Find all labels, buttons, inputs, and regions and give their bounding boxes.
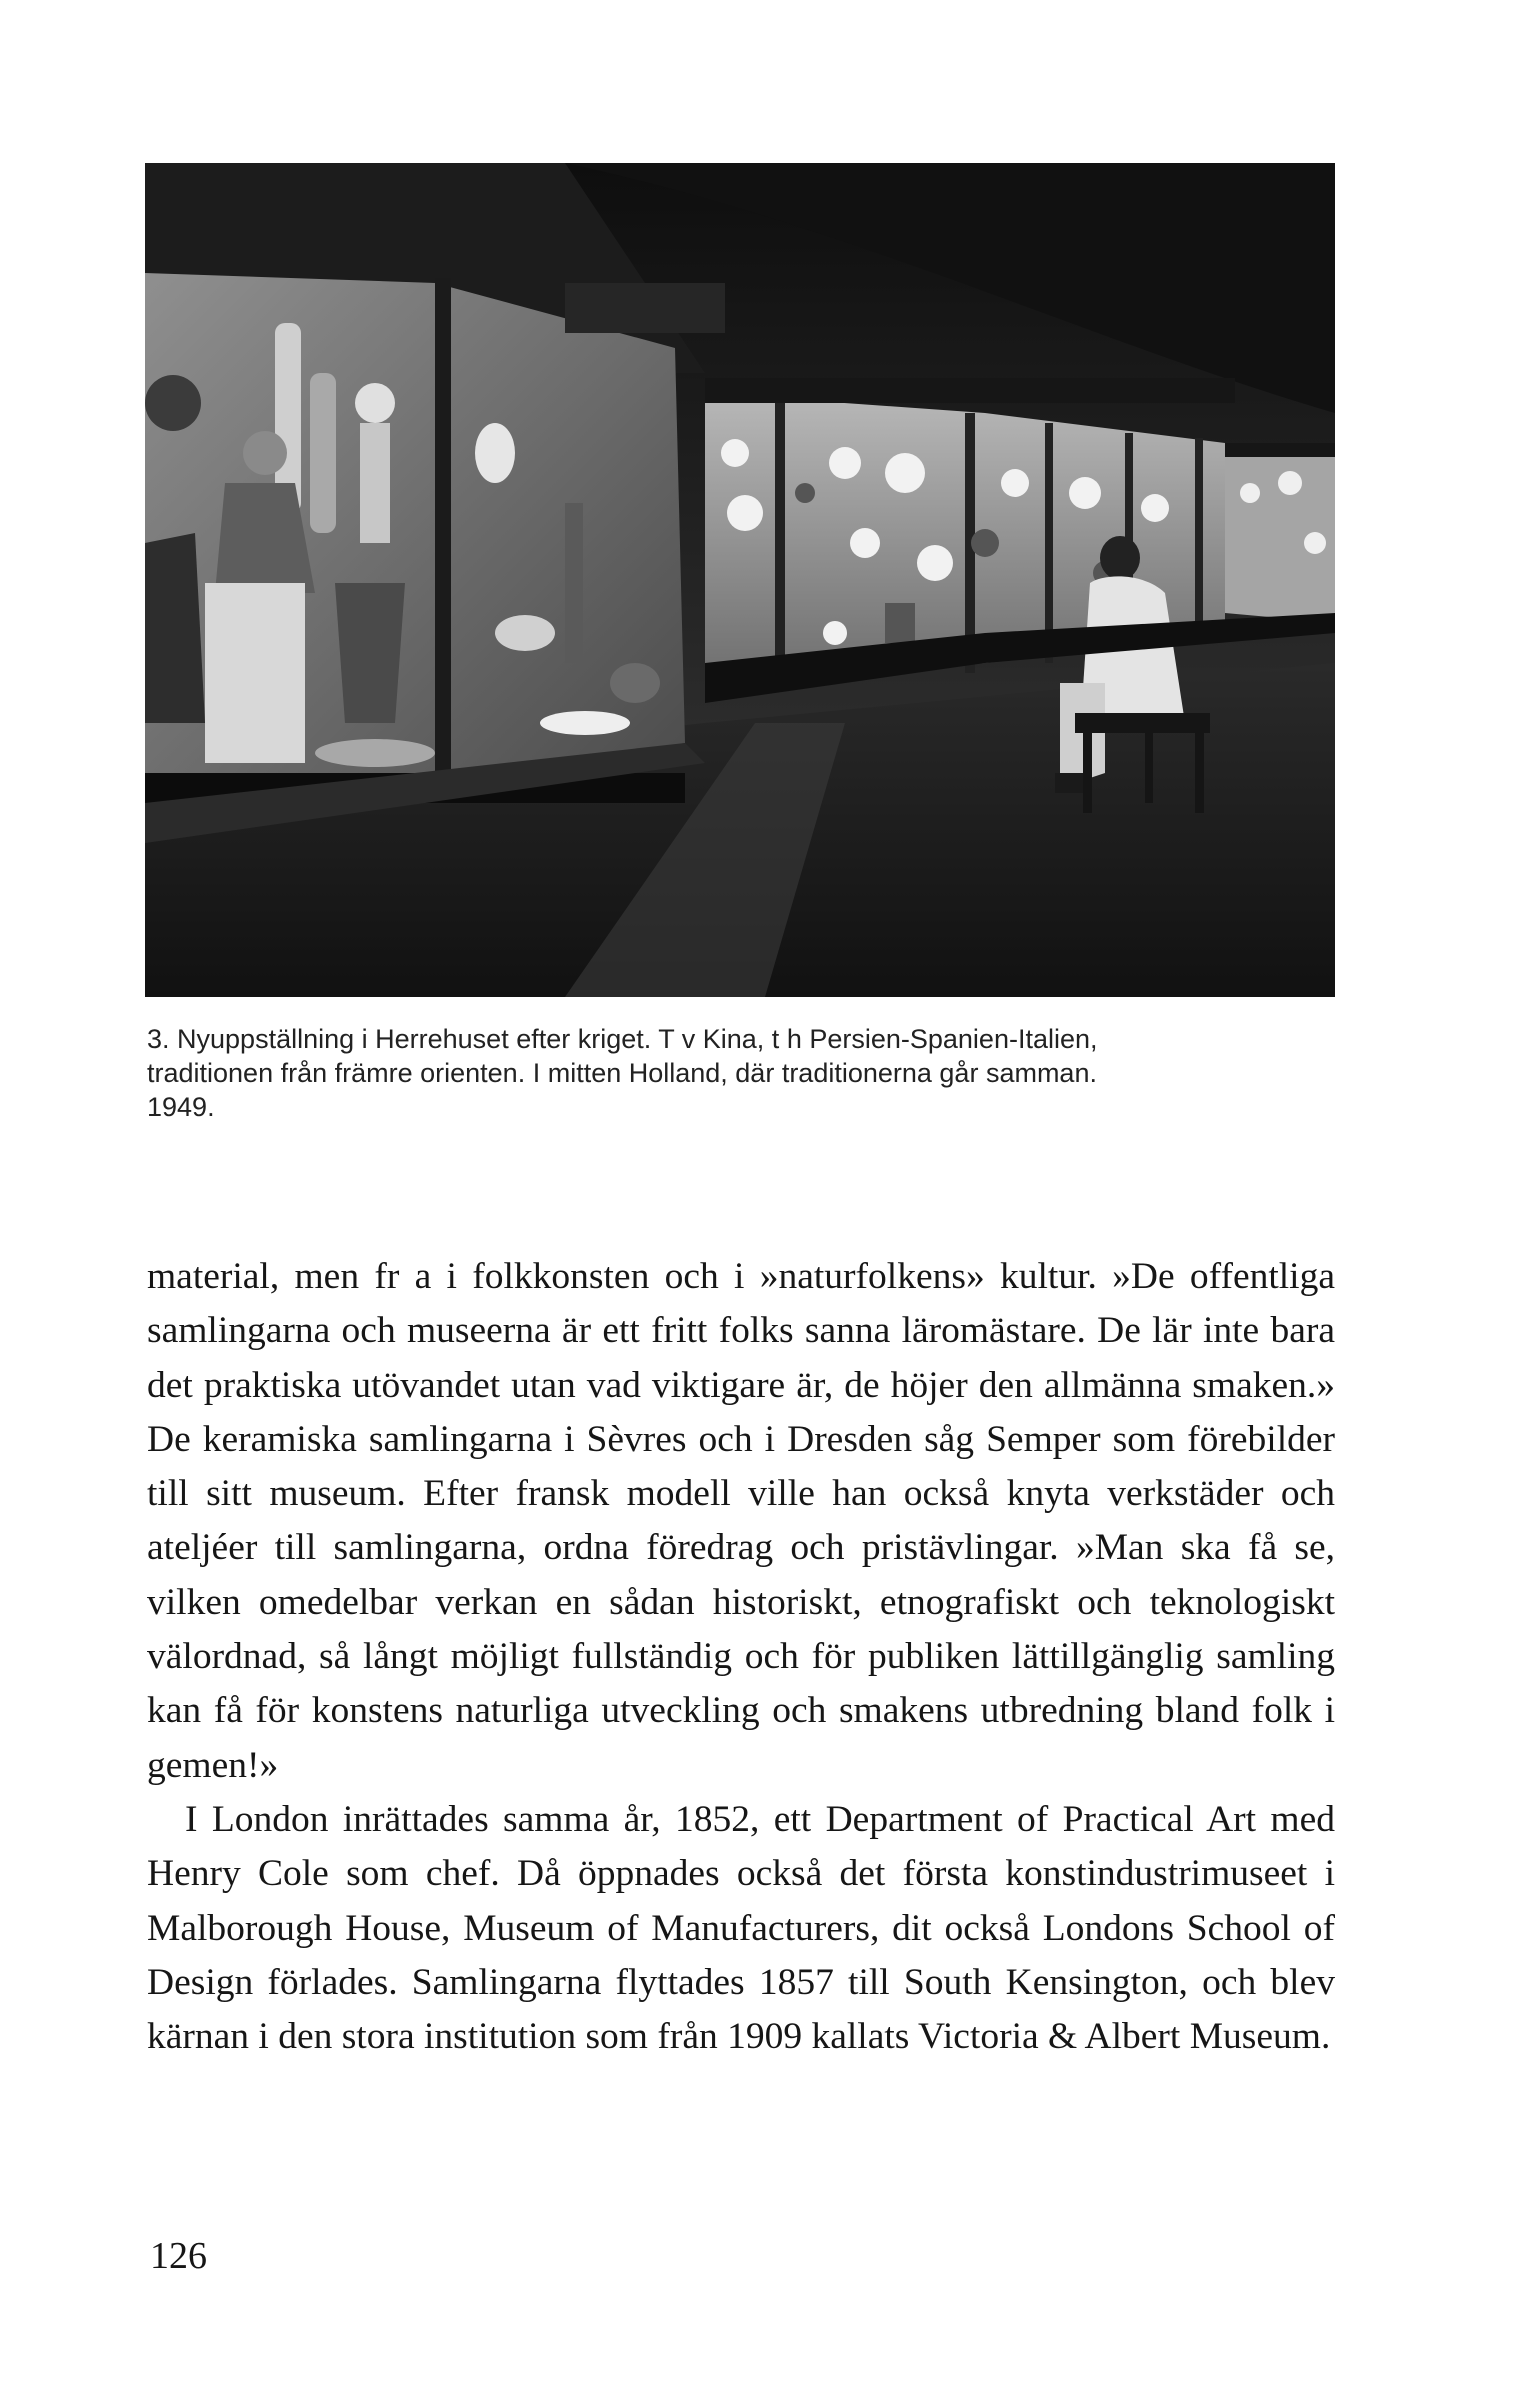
caption-line: traditionen från främre orienten. I mitten Holland, där traditionerna går samman. [147,1058,1097,1088]
caption-line: 3. Nyuppställning i Herrehuset efter kriget. T v Kina, t h Persien-Spanien-Italien, [147,1024,1098,1054]
paragraph: I London inrättades samma år, 1852, ett Department of Practical Art med Henry Cole som chef. Då öppnades också det första konstindustrimuseet i Malborough House, Museum of Manufacturers, dit också Londons School of Design förlades. Samlingarna flyttades 1857 till South Kensington, och blev kärnan i den stora institution som från 1909 kallats Victoria & Albert Museum. [147,1798,1335,2058]
caption-line: 1949. [147,1092,215,1122]
page-number: 126 [150,2235,207,2277]
body-text [147,1250,1335,2064]
figure-caption [147,1022,1337,1124]
museum-photo-illustration [145,163,1335,997]
paragraph: material, men fr a i folkkonsten och i »naturfolkens» kultur. »De offentliga samlingarna och museerna är ett fritt folks sanna läromästare. De lär inte bara det praktiska utövandet utan vad viktigare är, de höjer den allmänna smaken.» De keramiska samlingarna i Sèvres och i Dresden såg Semper som förebilder till sitt museum. Efter fransk modell ville han också knyta verkstäder och ateljéer till samlingarna, ordna föredrag och pristävlingar. »Man ska få se, vilken omedelbar verkan en sådan historiskt, etnografiskt och teknologiskt välordnad, så långt möjligt fullständig och för publiken lättillgänglig samling kan få för konstens naturliga utveckling och smakens utbredning bland folk i gemen!» [147,1256,1335,1786]
museum-photograph [145,163,1335,997]
